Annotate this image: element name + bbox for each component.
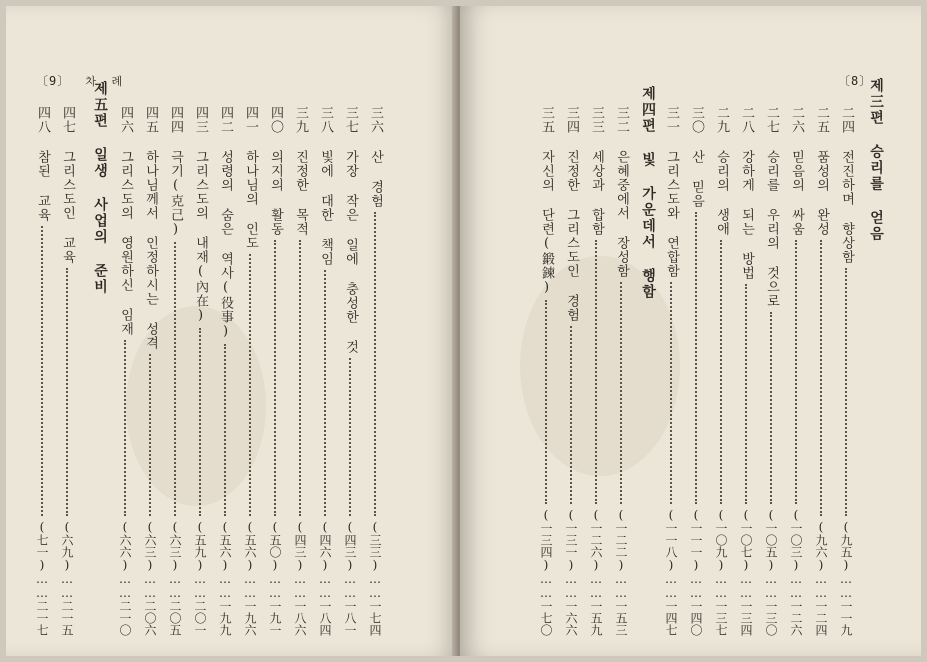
toc-entry-page: (一二二)……一五三 (614, 508, 628, 636)
left-page (6, 6, 458, 656)
toc-leader-dots (41, 226, 43, 516)
toc-entry-page: (七一)……二一七 (35, 520, 49, 636)
toc-entry (735, 106, 757, 636)
part-heading-3: 제三편 승리를 얻음 (868, 78, 884, 242)
toc-entry-title: 三六 산 경험 (368, 106, 383, 208)
toc-entry-page: (五九)……二〇一 (193, 520, 207, 636)
part-heading-4: 제四편 빛 가운데서 행함 (640, 86, 656, 300)
toc-leader-dots (66, 268, 68, 516)
toc-leader-dots (124, 340, 126, 516)
toc-entry-title: 四六 그리스도의 영원하신 임재 (118, 106, 133, 336)
toc-leader-dots (745, 284, 747, 504)
toc-entry-title: 三八 빛에 대한 책임 (318, 106, 333, 266)
left-page-header (36, 72, 128, 89)
toc-leader-dots (720, 240, 722, 504)
toc-leader-dots (174, 242, 176, 516)
toc-entry-title: 二七 승리를 우리의 것으로 (764, 106, 779, 308)
toc-entry-page: (一三四)……一七〇 (539, 508, 553, 636)
toc-entry (660, 106, 682, 636)
toc-entry-title: 二九 승리의 생애 (714, 106, 729, 236)
toc-entry (214, 106, 236, 636)
left-page-header-title: 차 례 (85, 75, 129, 88)
toc-entry-title: 四七 그리스도인 교육 (60, 106, 75, 264)
left-page-number: 〔9〕 (36, 74, 71, 88)
toc-entry-title: 三三 세상과 합함 (589, 106, 604, 236)
toc-entry-page: (一〇三)……一二六 (789, 508, 803, 636)
toc-entry-title: 三九 진정한 목적 (293, 106, 308, 236)
toc-leader-dots (299, 240, 301, 516)
toc-entry-page: (六六)……二一〇 (118, 520, 132, 636)
toc-entry (339, 106, 361, 636)
toc-leader-dots (374, 212, 376, 516)
toc-entry-title: 四三 그리스도의 내재(內在) (193, 106, 208, 324)
toc-leader-dots (820, 240, 822, 516)
toc-entry (364, 106, 386, 636)
toc-entry (535, 106, 557, 636)
toc-entry (264, 106, 286, 636)
toc-entry-title: 四四 극기(克己) (168, 106, 183, 238)
toc-entry-page: (一一一)……一四〇 (689, 508, 703, 636)
toc-leader-dots (274, 240, 276, 516)
toc-entry (835, 106, 857, 636)
toc-entry-title: 三四 진정한 그리스도인 경험 (564, 106, 579, 322)
toc-entry-page: (六三)……二〇五 (168, 520, 182, 636)
toc-leader-dots (570, 326, 572, 504)
toc-entry-title: 二八 강하게 되는 방법 (739, 106, 754, 280)
toc-entry-title: 四一 하나님의 인도 (243, 106, 258, 250)
toc-leader-dots (770, 312, 772, 504)
toc-entry (585, 106, 607, 636)
toc-leader-dots (224, 344, 226, 516)
toc-entry-title: 二五 품성의 완성 (814, 106, 829, 236)
toc-leader-dots (349, 358, 351, 516)
toc-entry-page: (六三)……二〇六 (143, 520, 157, 636)
toc-entry-page: (一〇五)……一三〇 (764, 508, 778, 636)
toc-entry (760, 106, 782, 636)
toc-entry (314, 106, 336, 636)
toc-entry-page: (四六)……一八四 (318, 520, 332, 636)
toc-entry (164, 106, 186, 636)
toc-entry-page: (一二六)……一五九 (589, 508, 603, 636)
toc-leader-dots (795, 240, 797, 504)
toc-entry (56, 106, 78, 636)
toc-entry-page: (三三)……一七四 (368, 520, 382, 636)
toc-entry-page: (九六)……一二四 (814, 520, 828, 636)
toc-leader-dots (324, 270, 326, 516)
toc-entry-page: (四三)……一八六 (293, 520, 307, 636)
toc-entry-title: 二六 믿음의 싸움 (789, 106, 804, 236)
toc-entry-page: (五六)……一九六 (243, 520, 257, 636)
right-page-number: 〔8〕 (838, 74, 873, 88)
toc-entry (139, 106, 161, 636)
toc-entry (610, 106, 632, 636)
toc-entry (785, 106, 807, 636)
toc-entry-page: (九五)……一一九 (839, 520, 853, 636)
toc-entry-page: (五六)……一九九 (218, 520, 232, 636)
toc-entry (710, 106, 732, 636)
toc-entry-title: 三二 은혜중에서 장성함 (614, 106, 629, 278)
toc-entry-title: 三一 그리스도와 연합함 (664, 106, 679, 278)
toc-entry-title: 四二 성령의 숨은 역사(役事) (218, 106, 233, 340)
toc-entry-page: (一〇九)……一三七 (714, 508, 728, 636)
toc-entry-page: (五〇)……一九一 (268, 520, 282, 636)
toc-entry (114, 106, 136, 636)
toc-entry-title: 二四 전진하며 향상함 (839, 106, 854, 264)
toc-leader-dots (695, 212, 697, 504)
toc-leader-dots (595, 240, 597, 504)
toc-entry-title: 三〇 산 믿음 (689, 106, 704, 208)
toc-entry-title: 四五 하나님께서 인정하시는 성격 (143, 106, 158, 350)
toc-leader-dots (845, 268, 847, 516)
toc-leader-dots (545, 300, 547, 504)
toc-entry-title: 三七 가장 작은 일에 충성한 것 (343, 106, 358, 354)
toc-leader-dots (249, 254, 251, 516)
toc-leader-dots (670, 282, 672, 504)
toc-entry (289, 106, 311, 636)
toc-entry-page: (四三)……一八一 (343, 520, 357, 636)
toc-entry (560, 106, 582, 636)
toc-leader-dots (149, 354, 151, 516)
toc-entry (189, 106, 211, 636)
right-page (460, 6, 921, 656)
toc-entry-title: 四八 참된 교육 (35, 106, 50, 222)
toc-entry-page: (一三一)……一六六 (564, 508, 578, 636)
toc-entry (685, 106, 707, 636)
toc-entry-page: (一一八)……一四七 (664, 508, 678, 636)
toc-entry (31, 106, 53, 636)
part-heading-5: 제五편 일생 사업의 준비 (92, 81, 108, 295)
toc-entry-page: (六九)……二一五 (60, 520, 74, 636)
toc-leader-dots (620, 282, 622, 504)
toc-entry (239, 106, 261, 636)
toc-entry-title: 三五 자신의 단련(鍛鍊) (539, 106, 554, 296)
toc-entry-page: (一〇七)……一三四 (739, 508, 753, 636)
toc-entry-title: 四〇 의지의 활동 (268, 106, 283, 236)
toc-leader-dots (199, 328, 201, 516)
toc-entry (810, 106, 832, 636)
